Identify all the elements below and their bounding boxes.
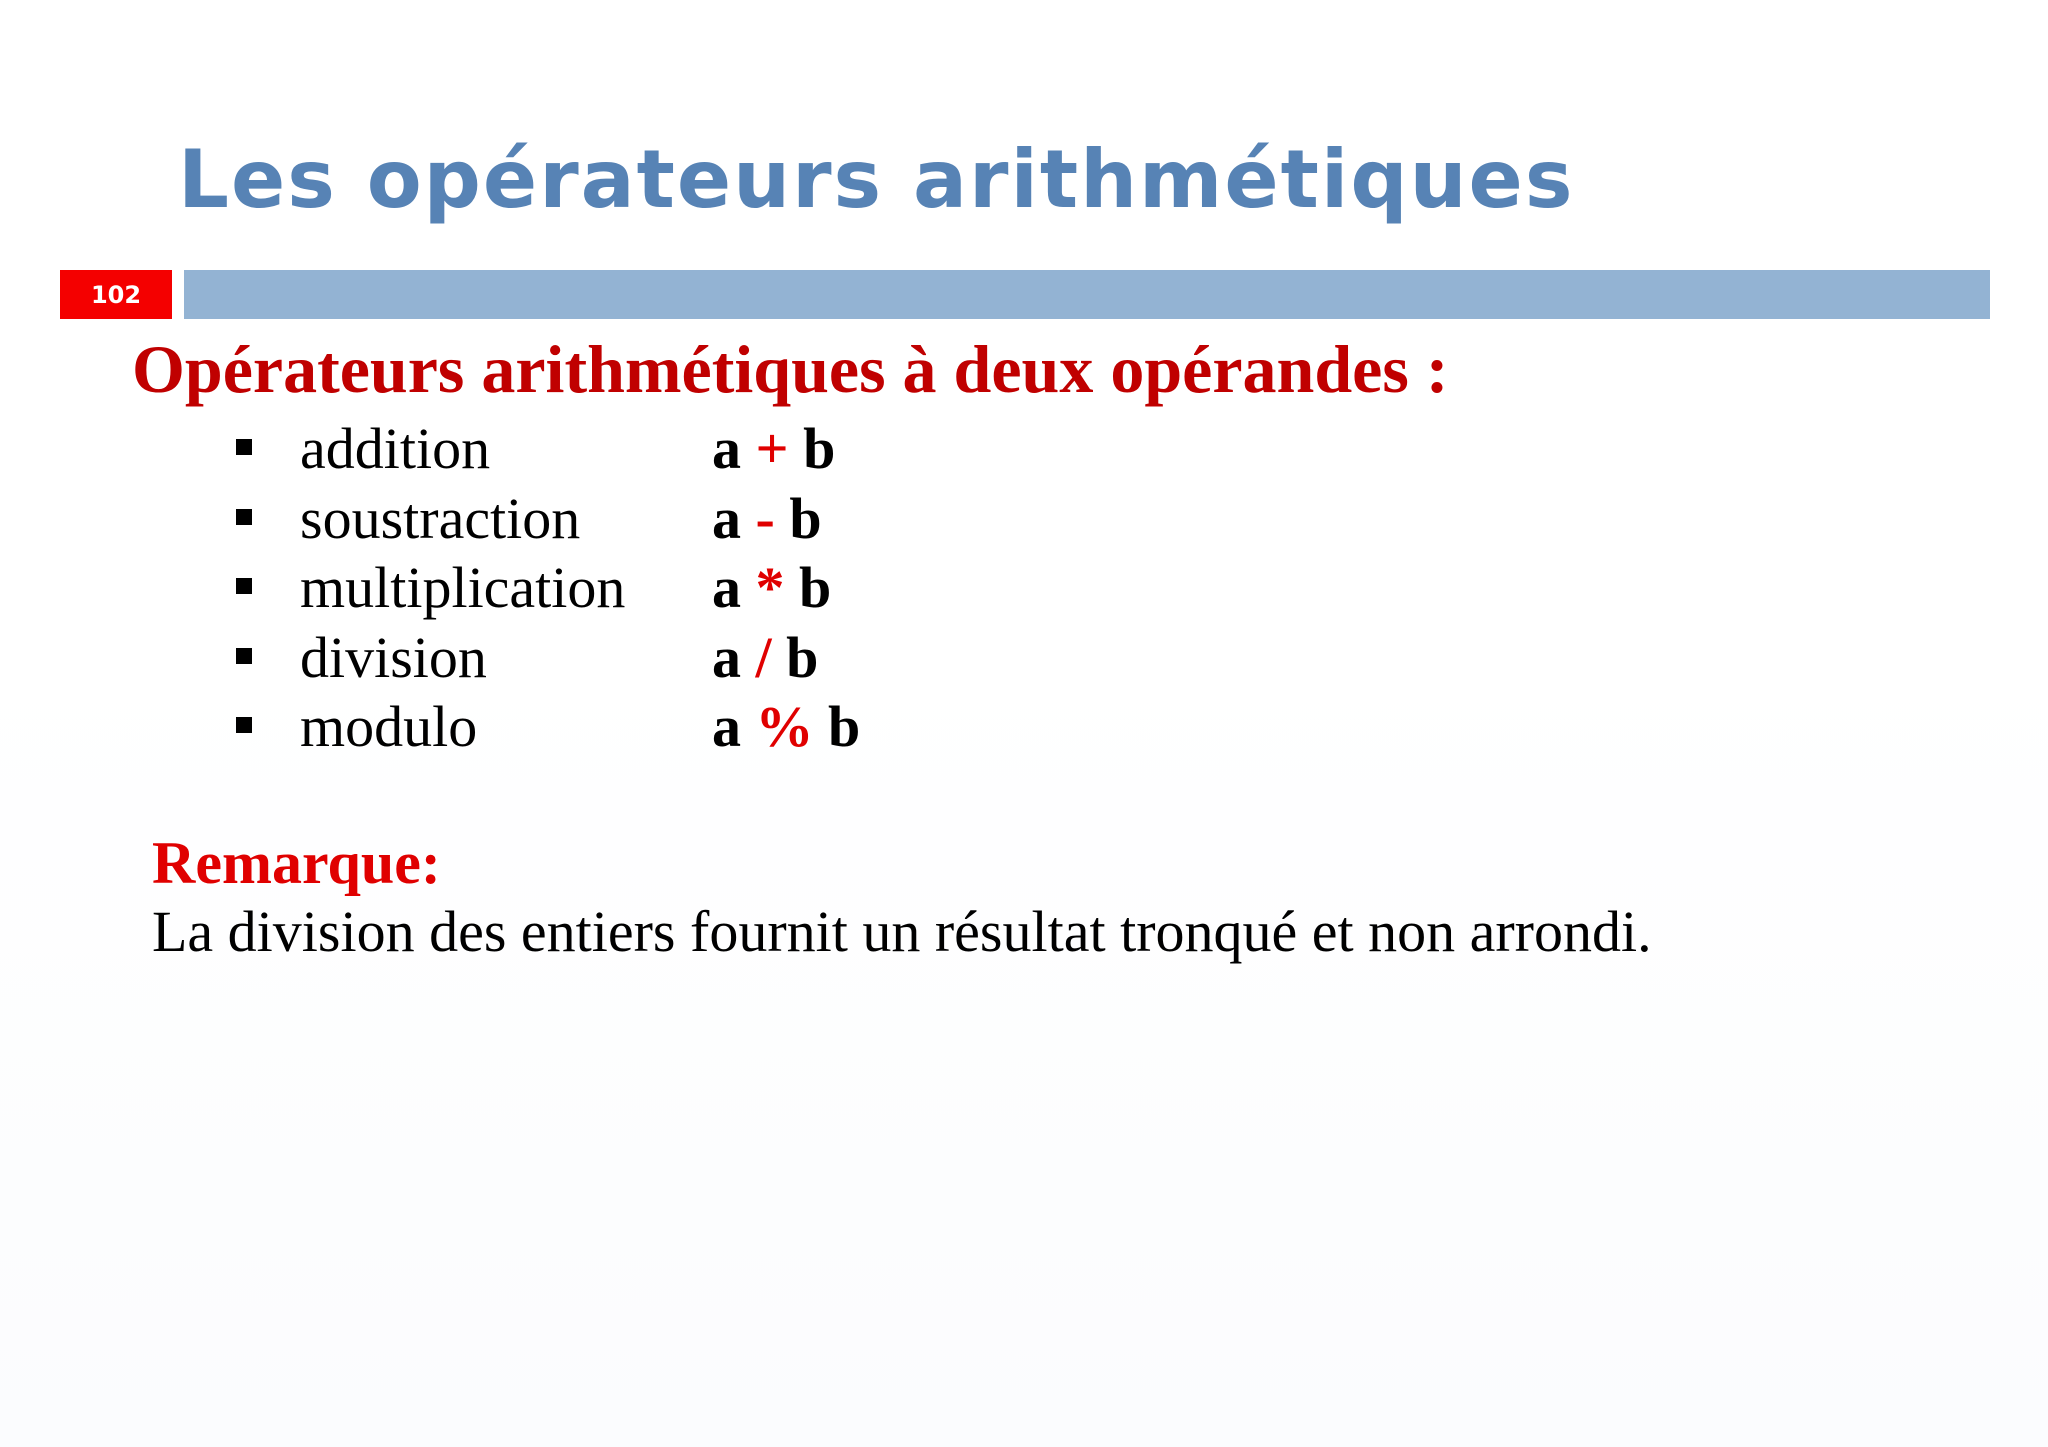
square-bullet-icon [236,509,252,525]
operator-expression [712,414,835,484]
square-bullet-icon [236,648,252,664]
operator-symbol: * [755,555,785,620]
remark-text: La division des entiers fournit un résultat tronqué et non arrondi. [152,899,1652,964]
square-bullet-icon [236,439,252,455]
operator-symbol: / [755,624,772,690]
title-underline-bar [184,270,1990,319]
operand-left: a [712,416,741,481]
operator-expression [712,553,831,623]
page-number: 102 [90,280,142,309]
operator-name: multiplication [300,555,626,620]
slide-title: Les opérateurs arithmétiques [178,133,1575,226]
square-bullet-icon [236,717,252,733]
operand-left: a [712,485,741,551]
page-number-badge [60,270,172,319]
operator-expression [712,484,822,554]
operand-right: b [803,416,836,481]
remark-label: Remarque: [152,830,441,896]
section-heading: Opérateurs arithmétiques à deux opérandes : [132,331,1449,407]
operand-right: b [786,624,819,690]
operator-symbol: % [755,694,814,759]
operator-symbol: + [755,416,789,481]
operator-expression [712,692,860,762]
operator-expression [712,623,818,693]
operand-left: a [712,624,741,690]
operand-left: a [712,694,741,759]
operand-right: b [789,485,822,551]
operand-left: a [712,555,741,620]
operator-name: division [300,624,487,690]
operand-right: b [828,694,861,759]
operand-right: b [799,555,832,620]
operator-name: modulo [300,694,478,759]
operator-symbol: - [755,485,775,551]
square-bullet-icon [236,578,252,594]
operator-name: addition [300,416,491,481]
operator-name: soustraction [300,485,581,551]
